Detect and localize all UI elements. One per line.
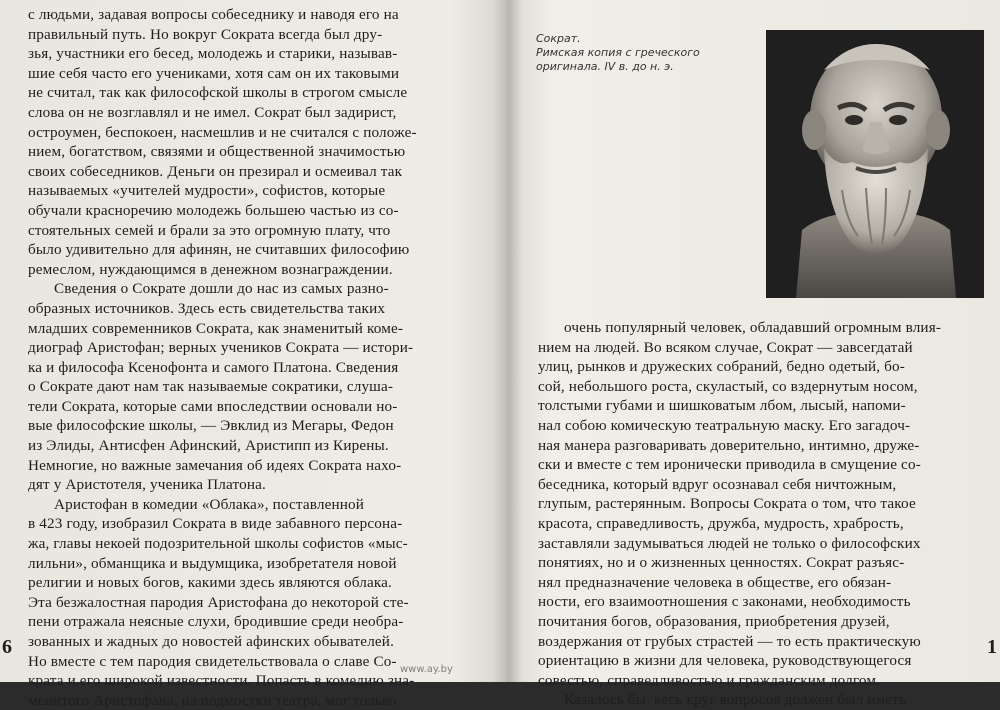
right-text-line: сой, небольшого роста, скуластый, со вздернутым носом, — [538, 377, 918, 395]
caption-title: Сократ. — [536, 32, 581, 45]
left-text-line: ка и философа Ксенофонта и самого Платона. Сведения — [28, 358, 399, 376]
left-text-line: остроумен, беспокоен, насмешлив и не считался с положе- — [28, 123, 417, 141]
left-text-line: дят у Аристотеля, ученика Платона. — [28, 476, 266, 494]
left-text-line: правильный путь. Но вокруг Сократа всегда был дру- — [28, 25, 383, 43]
left-text-line: крата и его широкой известности. Попасть в комедию зна- — [28, 672, 415, 690]
left-text-line: называемых «учителей мудрости», софистов, которые — [28, 182, 386, 200]
right-text-line: толстыми губами и шишковатым лбом, лысый, напоми- — [538, 397, 906, 415]
right-page-text — [538, 318, 990, 710]
left-text-line: пени отражала неясные слухи, бродившие среди необра- — [28, 613, 404, 631]
left-page-number: 6 — [2, 636, 12, 658]
left-text-line: с людьми, задавая вопросы собеседнику и наводя его на — [28, 6, 399, 23]
left-text-line: Но вместе с тем пародия свидетельствовала о славе Со- — [28, 652, 397, 670]
right-text-line: воздержания от грубых страстей — то есть практическую — [538, 632, 921, 650]
left-text-line: ремеслом, нуждающимся в денежном вознаграждении. — [28, 260, 393, 278]
left-text-line: Немногие, но важные замечания об идеях Сократа нахо- — [28, 456, 402, 474]
socrates-bust-photo — [766, 30, 984, 298]
caption-line-3: оригинала. IV в. до н. э. — [536, 60, 674, 73]
right-text-line: ная манера разговаривать доверительно, интимно, друже- — [538, 436, 920, 454]
right-text-line: понятиях, но и о жизненных ценностях. Сократ разъяс- — [538, 554, 905, 572]
right-text-line: нял предназначение человека в обществе, его обязан- — [538, 573, 892, 591]
left-text-line: Сведения о Сократе дошли до нас из самых разно- — [54, 280, 389, 298]
left-text-line: обучали красноречию молодежь большею частью из со- — [28, 201, 399, 219]
right-text-line: почитания богов, образования, приобретения друзей, — [538, 612, 890, 630]
left-text-line: Аристофан в комедии «Облака», поставленной — [54, 495, 365, 513]
left-text-line: нием, богатством, связями и общественной значимостью — [28, 143, 406, 161]
left-text-line: своих собеседников. Деньги он презирал и осмеивал так — [28, 162, 403, 180]
right-page — [512, 0, 1000, 709]
bust-illustration — [766, 30, 984, 298]
right-text-line: беседника, который вдруг осознавал себя ничтожным, — [538, 475, 897, 493]
left-text-line: лильни», обманщика и выдумщика, изобретателя новой — [28, 554, 397, 572]
right-text-line: глупым, растерянным. Вопросы Сократа о том, что такое — [538, 495, 916, 513]
left-text-line: зья, участники его бесед, молодежь и старики, называв- — [28, 45, 398, 63]
right-text-line: красота, справедливость, дружба, мудрость, храбрость, — [538, 514, 904, 532]
left-text-line: не считал, так как философской школы в строгом смысле — [28, 84, 408, 102]
left-text-line: менитого Аристофана, на подмостки театра, мог только — [28, 691, 397, 709]
left-text-line: жа, главы некоей подозрительной школы софистов «мыс- — [28, 535, 408, 553]
left-text-line: о Сократе дают нам так называемые сократики, слуша- — [28, 378, 394, 396]
right-text-line: Казалось бы, весь круг вопросов должен был иметь — [564, 691, 907, 709]
watermark: www.ay.by — [400, 664, 453, 675]
right-text-line: нал собою комическую театральную маску. Его загадоч- — [538, 416, 911, 434]
left-text-line: вые философские школы, — Эвклид из Мегары, Федон — [28, 417, 394, 435]
left-text-line: из Элиды, Антисфен Афинский, Аристипп из Кирены. — [28, 437, 389, 455]
right-text-line: совестью, справедливостью и гражданским долгом. — [538, 671, 881, 689]
right-text-line: ности, его взаимоотношения с законами, необходимость — [538, 593, 911, 611]
right-page-number: 1 — [987, 636, 997, 658]
left-text-line: Эта безжалостная пародия Аристофана до некоторой сте- — [28, 593, 409, 611]
left-text-line: шие себя часто его учениками, хотя сам он их таковыми — [28, 64, 400, 82]
right-text-line: нием на людей. Во всяком случае, Сократ — завсегдатай — [538, 338, 913, 356]
left-text-line: было удивительно для афинян, не считавших философию — [28, 241, 410, 259]
portrait-caption — [536, 32, 756, 74]
left-text-line: зованных и жадных до новостей афинских обывателей. — [28, 633, 395, 650]
left-text-line: слова он не возглавлял и не имел. Сократ был задирист, — [28, 103, 397, 121]
right-text-line: ски и вместе с тем иронически приводила в смущение со- — [538, 456, 921, 474]
caption-line-2: Римская копия с греческого — [536, 46, 700, 59]
left-text-line: младших современников Сократа, как знаменитый коме- — [28, 319, 404, 337]
left-page — [0, 0, 500, 709]
right-text-line: улиц, рынков и дружеских собраний, бедно одетый, бо- — [538, 358, 905, 376]
left-text-line: в 423 году, изобразил Сократа в виде забавного персона- — [28, 515, 403, 533]
right-text-line: очень популярный человек, обладавший огромным влия- — [564, 319, 942, 336]
right-text-line: ориентацию в жизни для человека, руководствующегося — [538, 652, 912, 670]
left-text-line: диограф Аристофан; верных учеников Сократа — истори- — [28, 339, 414, 357]
left-text-line: стоятельных семей и брали за это огромную плату, что — [28, 221, 391, 239]
left-text-line: религии и новых богов, какими здесь являются облака. — [28, 574, 392, 592]
left-text-line: тели Сократа, которые сами впоследствии основали но- — [28, 397, 398, 415]
left-text-line: образных источников. Здесь есть свидетельства таких — [28, 299, 386, 317]
left-page-text — [28, 5, 488, 710]
right-text-line: заставляли задумываться людей не только о философских — [538, 534, 921, 552]
